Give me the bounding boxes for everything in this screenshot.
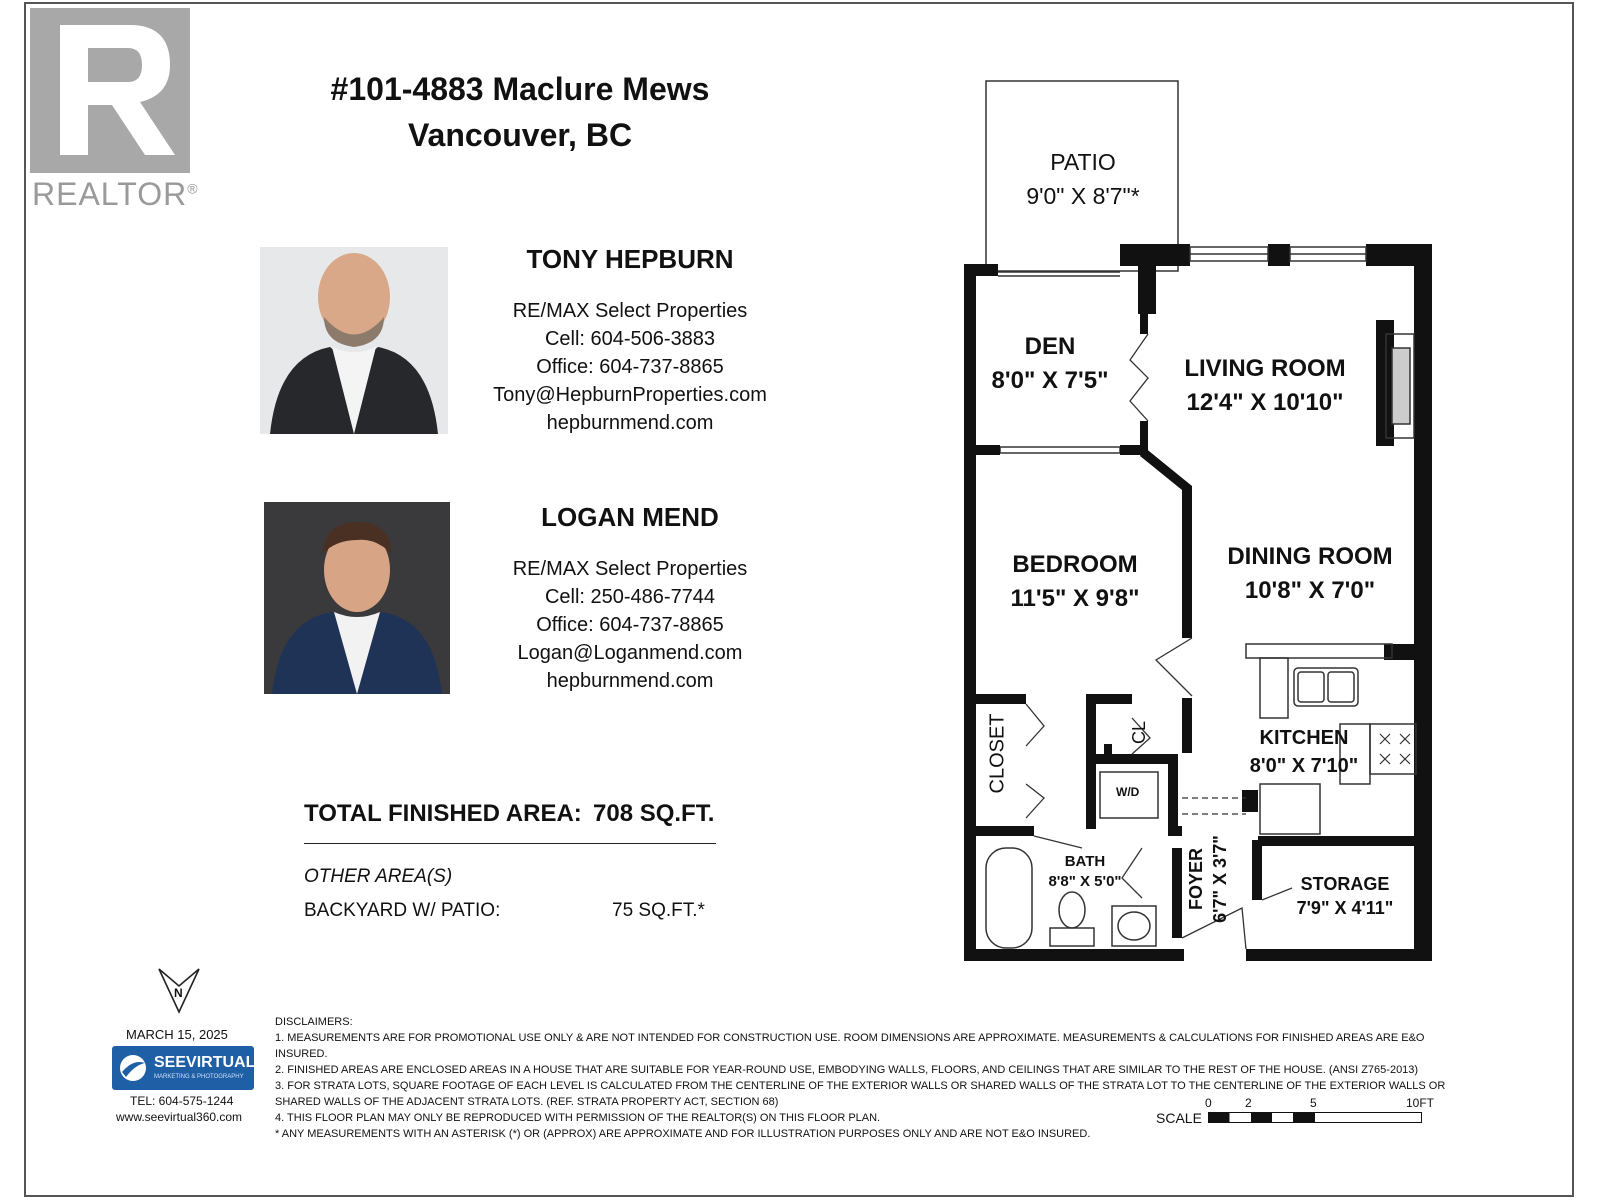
agent-website[interactable]: hepburnmend.com	[546, 670, 714, 692]
room-dims: 7'9" X 4'11"	[1296, 898, 1394, 918]
seevirtual-sub: MARKETING & PHOTOGRAPHY	[154, 1074, 244, 1080]
agent-name: LOGAN MEND	[541, 502, 719, 532]
seevirtual-web[interactable]: www.seevirtual360.com	[116, 1110, 243, 1124]
scale-tick-2: 2	[1245, 1096, 1252, 1110]
agent-name: TONY HEPBURN	[526, 244, 734, 274]
disclaimer-line: SHARED WALLS OF THE ADJACENT STRATA LOTS. (REF. STRATA PROPERTY ACT, SECTION 68)	[275, 1096, 779, 1108]
agent-website[interactable]: hepburnmend.com	[546, 412, 714, 434]
seevirtual-tel: TEL: 604-575-1244	[130, 1094, 234, 1108]
room-patio	[986, 145, 1180, 213]
disclaimer-line: 4. THIS FLOOR PLAN MAY ONLY BE REPRODUCED WITH PERMISSION OF THE REALTOR(S) ON THIS FLOOR PLAN.	[275, 1112, 881, 1124]
total-area-label: TOTAL FINISHED AREA:	[304, 800, 582, 827]
other-areas-heading: OTHER AREA(S)	[304, 866, 453, 887]
agent-photo-logan	[264, 502, 450, 694]
backyard-label: BACKYARD W/ PATIO:	[304, 900, 501, 921]
agent-photo-tony	[260, 247, 448, 434]
room-living	[1160, 352, 1370, 420]
agent-company: RE/MAX Select Properties	[512, 558, 748, 580]
address-line-1: #101-4883 Maclure Mews	[330, 71, 710, 107]
agent-email[interactable]: Logan@Loganmend.com	[517, 642, 743, 664]
room-dims: 8'0" X 7'10"	[1249, 755, 1359, 777]
room-name: BEDROOM	[1012, 551, 1138, 578]
room-foyer	[1184, 819, 1232, 939]
room-dims: 11'5" X 9'8"	[1010, 585, 1140, 612]
room-dining	[1210, 540, 1410, 608]
room-dims: 10'8" X 7'0"	[1244, 577, 1376, 604]
room-closet: CLOSET	[986, 713, 1009, 794]
agent-office: Office: 604-737-8865	[536, 356, 724, 378]
room-wd: W/D	[1116, 785, 1140, 799]
scale-bar	[1208, 1112, 1424, 1124]
seevirtual-logo	[112, 1046, 254, 1090]
room-dims: 8'8" X 5'0"	[1048, 873, 1122, 890]
room-bedroom	[990, 548, 1160, 616]
room-dims: 12'4" X 10'10"	[1186, 389, 1344, 416]
registered-mark: ®	[187, 180, 199, 197]
agent-card-tony	[480, 244, 780, 437]
address-line-2: Vancouver, BC	[407, 117, 633, 153]
plan-date: MARCH 15, 2025	[126, 1027, 228, 1042]
area-divider	[304, 843, 716, 844]
agent-cell: Cell: 604-506-3883	[544, 328, 716, 350]
realtor-brand: REALTOR	[32, 176, 188, 212]
room-dims: 8'0" X 7'5"	[991, 367, 1109, 394]
scale-tick-0: 0	[1205, 1096, 1212, 1110]
backyard-value: 75 SQ.FT.*	[612, 900, 705, 921]
disclaimer-heading: DISCLAIMERS:	[275, 1016, 353, 1028]
room-name: PATIO	[1050, 149, 1116, 175]
scale-tick-5: 5	[1310, 1096, 1317, 1110]
disclaimer-line: * ANY MEASUREMENTS WITH AN ASTERISK (*) OR (APPROX) ARE APPROXIMATE AND FOR ILLUSTRATION PURPOSES ONLY AND ARE NOT E&O INSURED.	[275, 1128, 1091, 1140]
disclaimer-line: 3. FOR STRATA LOTS, SQUARE FOOTAGE OF EACH LEVEL IS CALCULATED FROM THE CENTERLINE OF THE EXTERIOR WALLS OR SHARED WALLS OF THE STRATA LOT TO THE CENTERLINE OF THE EXTERIOR WALLS OR	[275, 1080, 1446, 1092]
room-name: LIVING ROOM	[1184, 355, 1346, 382]
seevirtual-brand: SEEVIRTUAL	[154, 1054, 256, 1071]
room-name: STORAGE	[1300, 874, 1390, 894]
realtor-logo-text	[32, 176, 199, 213]
room-dims: 9'0" X 8'7"*	[1026, 183, 1140, 209]
agent-office: Office: 604-737-8865	[536, 614, 724, 636]
property-address	[300, 66, 740, 158]
scale-tick-10: 10FT	[1406, 1096, 1435, 1110]
room-cl: CL	[1129, 720, 1150, 745]
scale-label: SCALE	[1156, 1110, 1202, 1126]
agent-email[interactable]: Tony@HepburnProperties.com	[493, 384, 767, 406]
room-storage	[1280, 872, 1410, 920]
disclaimer-line: 1. MEASUREMENTS ARE FOR PROMOTIONAL USE ONLY & ARE NOT INTENDED FOR CONSTRUCTION USE. ROOM DIMENSIONS ARE APPROXIMATE. MEASUREMENTS & CALCULATIONS FOR FINISHED AREAS ARE E&O INSURED.	[275, 1032, 1425, 1060]
room-bath	[1040, 852, 1130, 892]
room-name: KITCHEN	[1259, 727, 1349, 749]
seevirtual-globe-icon	[118, 1053, 148, 1083]
agent-card-logan	[480, 502, 780, 695]
realtor-r-logo-mark	[50, 20, 180, 160]
room-kitchen	[1236, 724, 1372, 780]
room-den	[980, 330, 1120, 398]
stove-burners	[1380, 734, 1410, 764]
room-name: FOYER	[1186, 848, 1206, 911]
north-label: N	[174, 986, 183, 1000]
disclaimer-line: 2. FINISHED AREAS ARE ENCLOSED AREAS IN A HOUSE THAT ARE SUITABLE FOR YEAR-ROUND USE, EMBODYING WALLS, FLOORS, AND CEILINGS THAT ARE SIMILAR TO THE REST OF THE HOUSE. (ANSI Z765-2013)	[275, 1064, 1419, 1076]
room-name: DINING ROOM	[1227, 543, 1393, 570]
total-area-value: 708 SQ.FT.	[593, 800, 715, 827]
agent-cell: Cell: 250-486-7744	[544, 586, 716, 608]
room-dims: 6'7" X 3'7"	[1210, 835, 1230, 923]
room-name: BATH	[1064, 853, 1106, 870]
room-name: DEN	[1024, 333, 1076, 360]
agent-company: RE/MAX Select Properties	[512, 300, 748, 322]
